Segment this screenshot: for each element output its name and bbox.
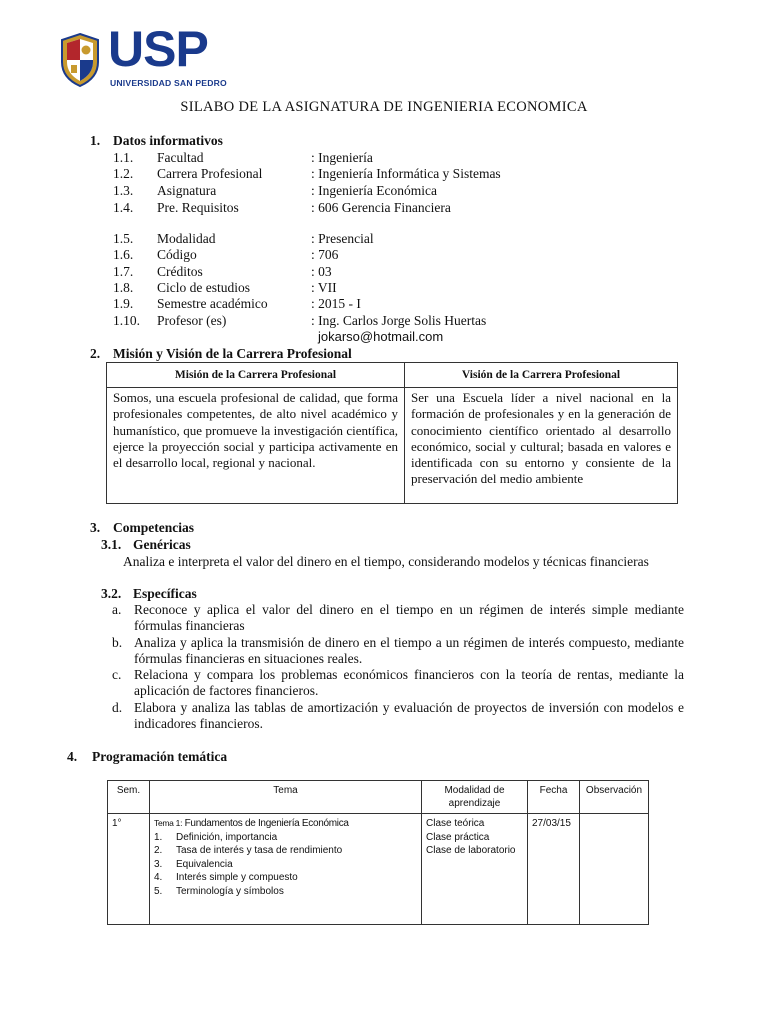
logo-subtitle: UNIVERSIDAD SAN PEDRO xyxy=(110,78,227,88)
cell-observacion xyxy=(580,814,649,925)
shield-icon xyxy=(58,32,102,88)
thematic-program-table xyxy=(107,780,649,925)
section-2-number: 2. xyxy=(90,346,101,361)
section-3-title: Competencias xyxy=(113,520,194,535)
section-3-2-title: Específicas xyxy=(133,586,197,601)
document-title: SILABO DE LA ASIGNATURA DE INGENIERIA ECONOMICA xyxy=(180,99,588,115)
header-fecha: Fecha xyxy=(528,781,580,814)
section-3-1-title: Genéricas xyxy=(133,537,191,552)
mission-header: Misión de la Carrera Profesional xyxy=(107,363,405,388)
info-row: 1.9. Semestre académico : 2015 - I xyxy=(113,296,361,311)
professor-email[interactable]: jokarso@hotmail.com xyxy=(318,329,444,344)
list-item: c. Relaciona y compara los problemas económicos financieros con la teoría de rentas, mediante la aplicación de factores financieros. xyxy=(112,667,684,699)
info-row: 1.3. Asignatura : Ingeniería Económica xyxy=(113,183,437,198)
cell-fecha: 27/03/15 xyxy=(528,814,580,925)
info-row: 1.10. Profesor (es) : Ing. Carlos Jorge Solis Huertas xyxy=(113,313,487,328)
cell-sem: 1° xyxy=(108,814,150,925)
header-modalidad: Modalidad de aprendizaje xyxy=(422,781,528,814)
list-item: 5. Terminología y símbolos xyxy=(154,885,284,897)
list-item: b. Analiza y aplica la transmisión de dinero en el tiempo a un régimen de interés compuesto, mediante fórmulas financieras en situaciones reales. xyxy=(112,634,684,666)
header-sem: Sem. xyxy=(108,781,150,814)
info-row: 1.6. Código : 706 xyxy=(113,247,339,262)
section-3-2-number: 3.2. xyxy=(101,586,122,601)
table-row xyxy=(108,814,649,925)
section-4-number: 4. xyxy=(67,749,78,764)
section-1-title: Datos informativos xyxy=(113,133,223,148)
mission-vision-table xyxy=(106,362,678,504)
list-item: a. Reconoce y aplica el valor del dinero en el tiempo en un régimen de interés simple mediante fórmulas financieras xyxy=(112,602,684,634)
info-row: 1.1. Facultad : Ingeniería xyxy=(113,150,373,165)
list-item: d. Elabora y analiza las tablas de amortización y evaluación de proyectos de inversión con modelos e indicadores financieros. xyxy=(112,699,684,732)
cell-modalidad: Clase teórica Clase práctica Clase de laboratorio xyxy=(422,814,528,925)
info-row: 1.7. Créditos : 03 xyxy=(113,264,332,279)
info-row: 1.5. Modalidad : Presencial xyxy=(113,231,374,246)
generic-competence-text: Analiza e interpreta el valor del dinero en el tiempo, considerando modelos y técnicas financieras xyxy=(123,554,649,569)
section-2-title: Misión y Visión de la Carrera Profesional xyxy=(113,346,352,361)
header-observacion: Observación xyxy=(580,781,649,814)
list-item: 1. Definición, importancia xyxy=(154,831,278,843)
specific-competences-list xyxy=(112,602,684,732)
usp-logo xyxy=(58,21,228,92)
topic-title: Tema 1: Fundamentos de Ingeniería Económica xyxy=(154,818,349,829)
header-tema: Tema xyxy=(150,781,422,814)
logo-text: USP xyxy=(108,21,208,77)
list-item: 3. Equivalencia xyxy=(154,858,233,870)
info-row: 1.4. Pre. Requisitos : 606 Gerencia Financiera xyxy=(113,200,451,215)
section-1-number: 1. xyxy=(90,133,101,148)
section-3-1-number: 3.1. xyxy=(101,537,122,552)
vision-text: Ser una Escuela líder a nivel nacional en la formación de profesionales y en la generación de conocimiento científico orientado al desarrollo económico, social y cultural; basada en valores e identificada con su entorno y consiente de la preservación del medio ambiente xyxy=(405,388,678,504)
list-item: 4. Interés simple y compuesto xyxy=(154,872,298,883)
mission-text: Somos, una escuela profesional de calidad, que forma profesionales competentes, de alto nivel académico y humanístico, que promueve la investigación científica, ejerce la proyección social y participa activamente en el desarrollo local, regional y nacional. xyxy=(107,388,405,504)
list-item: 2. Tasa de interés y tasa de rendimiento xyxy=(154,845,343,856)
section-3-number: 3. xyxy=(90,520,101,535)
section-4-title: Programación temática xyxy=(92,749,228,764)
vision-header: Visión de la Carrera Profesional xyxy=(405,363,678,388)
info-row: 1.2. Carrera Profesional : Ingeniería Informática y Sistemas xyxy=(113,166,501,181)
cell-tema xyxy=(150,814,422,925)
info-row: 1.8. Ciclo de estudios : VII xyxy=(113,280,337,295)
